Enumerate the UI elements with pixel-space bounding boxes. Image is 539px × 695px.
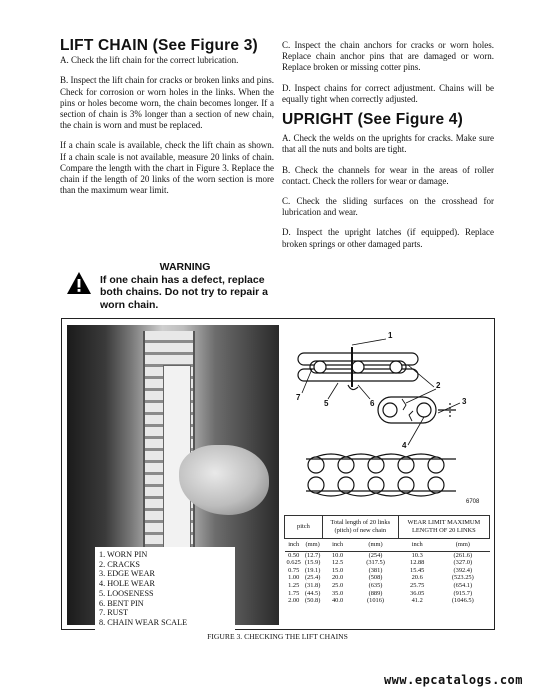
table-cell: 20.6 (411, 574, 423, 582)
left-column (60, 37, 274, 205)
table-cell: (317.5) (366, 559, 385, 567)
table-cell: (381) (368, 566, 383, 574)
table-cell: (44.5) (304, 589, 321, 597)
diagram-label: 1 (388, 331, 393, 340)
table-header: pitch (285, 516, 323, 539)
legend-item: 7. RUST (99, 608, 129, 618)
table-cell: 10.3 (411, 551, 423, 559)
warning-text: If one chain has a defect, replace both chains. Do not try to repair a worn chain. (100, 273, 269, 311)
chain-diagram-drawing (290, 325, 490, 510)
paragraph: C. Check the sliding surfaces on the crosshead for lubrication and wear. (282, 196, 494, 218)
table-row (285, 551, 490, 559)
table-cell: (50.8) (304, 597, 321, 605)
chain-scale-photo (67, 325, 279, 625)
table-cell: 1.00 (288, 574, 300, 582)
table-row (285, 567, 490, 575)
paragraph: B. Check the channels for wear in the areas of roller contact. Check the rollers for wear or damage. (282, 164, 494, 186)
table-cell: 25.0 (331, 581, 344, 589)
legend-item: 2. CRACKS (99, 559, 140, 569)
table-cell: 15.0 (331, 566, 344, 574)
legend-item: 1. WORN PIN (99, 550, 148, 559)
table-unit: (mm) (436, 539, 489, 552)
table-cell: (889) (368, 589, 383, 597)
legend-item: 3. EDGE WEAR (99, 569, 156, 579)
table-cell: (654.1) (453, 581, 473, 589)
figure-3 (61, 318, 495, 630)
table-cell: (31.8) (304, 581, 321, 589)
table-row (285, 597, 490, 605)
paragraph: C. Inspect the chain anchors for cracks or worn holes. Replace chain anchor pins that are damaged or worn. Replace broken or missing cotter pins. (282, 40, 494, 73)
table-unit: inch (322, 539, 352, 552)
table-cell: (261.6) (453, 551, 473, 559)
paragraph: D. Inspect the upright latches (if equipped). Replace broken springs or other damaged parts. (282, 227, 494, 249)
diagram-label: 6 (370, 399, 375, 408)
table-cell: (15.9) (304, 559, 321, 567)
table-cell: 0.50 (288, 551, 300, 559)
diagram-label: 4 (402, 441, 407, 450)
paragraph: A. Check the welds on the uprights for cracks. Make sure that all the nuts and bolts are tight. (282, 133, 494, 155)
figure-caption: FIGURE 3. CHECKING THE LIFT CHAINS (207, 632, 348, 641)
table-unit: inch (285, 539, 303, 552)
table-unit: inch (398, 539, 436, 552)
table-cell: 12.88 (410, 559, 425, 567)
table-row (285, 590, 490, 598)
legend-item: 5. LOOSENESS (99, 588, 154, 598)
diagram-code: 6708 (466, 499, 480, 505)
table-cell: 40.0 (331, 597, 344, 605)
diagram-label: 2 (436, 381, 441, 390)
table-cell: 20.0 (331, 574, 344, 582)
table-row (285, 559, 490, 567)
table-cell: (635) (368, 581, 383, 589)
table-cell: 12.5 (331, 559, 344, 567)
table-cell: 41.2 (411, 597, 423, 605)
table-unit: (mm) (353, 539, 398, 552)
table-cell: (392.4) (453, 566, 473, 574)
paragraph: If a chain scale is available, check the lift chain as shown. If a chain scale is not available, measure 20 links of chain. Compare the length with the chart in Figure 3. Replace the chain if the length of 20 links of the worn section is more than the maximum wear limit. (60, 140, 274, 196)
table-row (285, 582, 490, 590)
table-cell: 1.25 (288, 581, 300, 589)
diagram-label: 7 (296, 393, 301, 402)
warning-triangle-icon (66, 271, 92, 295)
lift-chain-heading: LIFT CHAIN (See Figure 3) (60, 37, 258, 54)
table-unit: (mm) (303, 539, 322, 552)
table-cell: 2.00 (288, 597, 300, 605)
table-header: Total length of 20 links (pitch) of new chain (322, 516, 398, 539)
diagram-label: 3 (462, 397, 467, 406)
watermark-url[interactable]: www.epcatalogs.com (383, 673, 523, 687)
table-cell: (523.25) (451, 574, 474, 582)
legend-item: 4. HOLE WEAR (99, 579, 156, 589)
paragraph: A. Check the lift chain for the correct lubrication. (60, 55, 239, 66)
upright-heading: UPRIGHT (See Figure 4) (282, 111, 463, 129)
wear-limit-table (284, 515, 490, 605)
legend-item: 8. CHAIN WEAR SCALE (99, 617, 188, 627)
table-cell: 36.05 (410, 589, 425, 597)
table-cell: (19.1) (304, 566, 321, 574)
table-cell: 10.0 (331, 551, 344, 559)
paragraph: D. Inspect chains for correct adjustment. Chains will be equally tight when correctly adjusted. (282, 82, 494, 104)
table-cell: (12.7) (304, 551, 321, 559)
diagram-label: 5 (324, 399, 329, 408)
table-cell: (1016) (367, 597, 385, 605)
figure-legend (95, 547, 235, 631)
table-cell: 0.75 (288, 566, 300, 574)
warning-box (66, 261, 276, 311)
table-cell: 25.75 (410, 581, 425, 589)
chain-defect-diagram (290, 325, 490, 510)
warning-title: WARNING (159, 261, 211, 273)
table-cell: (327.0) (453, 559, 473, 567)
table-cell: (1046.5) (451, 597, 474, 605)
table-cell: 0.625 (286, 559, 301, 567)
table-cell: (25.4) (304, 574, 321, 582)
table-cell: (508) (368, 574, 383, 582)
table-cell: (254) (368, 551, 383, 559)
table-row (285, 574, 490, 582)
legend-item: 6. BENT PIN (99, 598, 144, 608)
paragraph: B. Inspect the lift chain for cracks or broken links and pins. Check for corrosion or worn holes in the links. When the pins or holes become worn, the chain becomes longer. If a section of chain is 3% longer than a section of new chain, the chain is worn and must be replaced. (60, 75, 274, 131)
table-cell: (915.7) (453, 589, 473, 597)
table-cell: 15.45 (410, 566, 425, 574)
table-cell: 35.0 (331, 589, 344, 597)
table-cell: 1.75 (288, 589, 300, 597)
table-header: WEAR LIMIT MAXIMUM LENGTH OF 20 LINKS (398, 516, 489, 539)
right-column (282, 40, 494, 259)
